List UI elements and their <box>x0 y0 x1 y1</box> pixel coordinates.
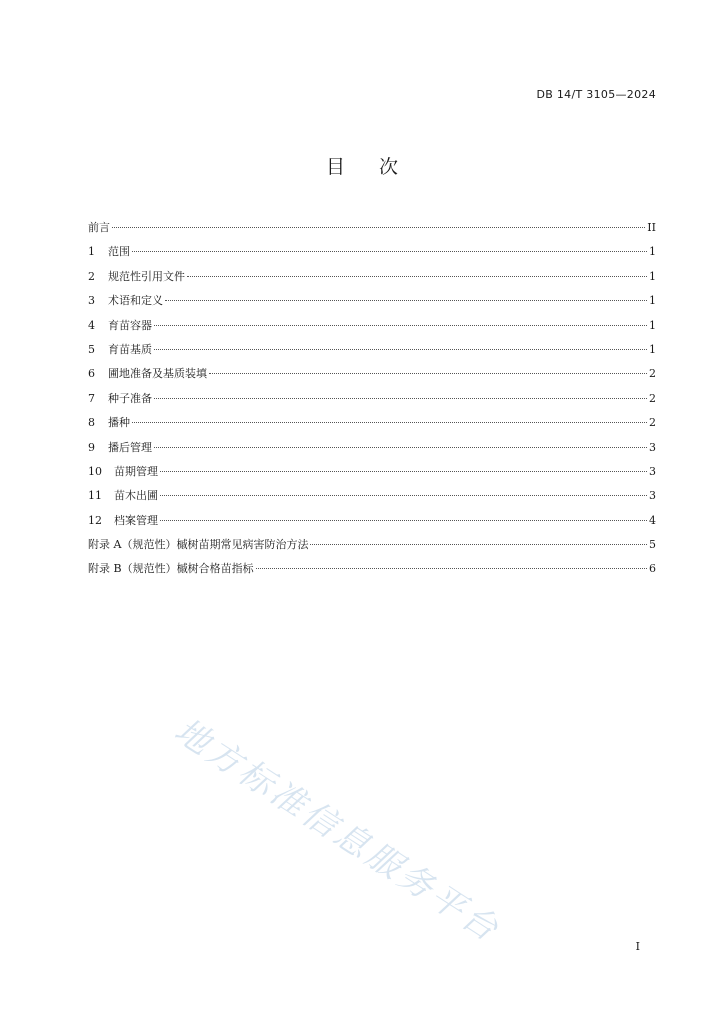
toc-leader-dots <box>160 495 647 496</box>
toc-leader-dots <box>160 520 647 521</box>
toc-entry-7[interactable] <box>88 389 656 413</box>
toc-entry-number: 6 <box>88 367 95 381</box>
toc-entry-page: 6 <box>649 562 656 576</box>
toc-entry-3[interactable] <box>88 291 656 315</box>
toc-entry-page: 1 <box>649 294 656 308</box>
toc-entry-label: 档案管理 <box>114 513 158 527</box>
standard-number: DB 14/T 3105—2024 <box>536 88 656 101</box>
toc-entry-page: 1 <box>649 245 656 259</box>
toc-entry-8[interactable] <box>88 413 656 437</box>
page-title-char-1: 目 <box>325 156 345 178</box>
watermark-text: 地方标准信息服务平台 <box>167 710 508 952</box>
toc-leader-dots <box>132 422 647 423</box>
toc-entry-label: 种子准备 <box>108 391 152 405</box>
toc-entry-11[interactable] <box>88 486 656 510</box>
toc-entry-page: 3 <box>649 464 656 478</box>
toc-leader-dots <box>154 325 647 326</box>
toc-entry-label: 范围 <box>108 245 130 259</box>
page-title-char-2: 次 <box>379 156 399 178</box>
toc-entry-label: 苗期管理 <box>114 464 158 478</box>
toc-entry-page: 1 <box>649 318 656 332</box>
toc-leader-dots <box>154 447 647 448</box>
toc-entry-label: 规范性引用文件 <box>108 269 185 283</box>
toc-entry-number: 11 <box>88 489 102 503</box>
toc-entry-number: 5 <box>88 342 95 356</box>
toc-entry-page: 3 <box>649 489 656 503</box>
toc-leader-dots <box>132 251 647 252</box>
toc-leader-dots <box>256 568 647 569</box>
page-number: I <box>635 940 640 953</box>
toc-entry-number: 9 <box>88 440 95 454</box>
toc-entry-page: 1 <box>649 269 656 283</box>
toc-entry-10[interactable] <box>88 462 656 486</box>
toc-entry-foreword[interactable] <box>88 218 656 242</box>
toc-entry-number: 1 <box>88 245 95 259</box>
toc-entry-9[interactable] <box>88 438 656 462</box>
toc-leader-dots <box>112 227 645 228</box>
toc-entry-number: 4 <box>88 318 95 332</box>
toc-entry-1[interactable] <box>88 242 656 266</box>
toc-entry-page: 3 <box>649 440 656 454</box>
toc-leader-dots <box>160 471 647 472</box>
toc-entry-page: 4 <box>649 513 656 527</box>
toc-entry-number: 12 <box>88 513 102 527</box>
toc-entry-label: 圃地准备及基质装填 <box>108 367 207 381</box>
toc-leader-dots <box>165 300 647 301</box>
toc-entry-page: 2 <box>649 416 656 430</box>
toc-leader-dots <box>154 398 647 399</box>
page-title <box>0 152 724 179</box>
toc-entry-label: 苗木出圃 <box>114 489 158 503</box>
toc-entry-number: 2 <box>88 269 95 283</box>
toc-leader-dots <box>209 373 647 374</box>
toc-entry-number: 10 <box>88 464 102 478</box>
toc-entry-page: 5 <box>649 538 656 552</box>
toc-entry-number: 7 <box>88 391 95 405</box>
toc-entry-label: 播后管理 <box>108 440 152 454</box>
toc-entry-page: 2 <box>649 391 656 405</box>
toc-leader-dots <box>187 276 647 277</box>
toc-entry-5[interactable] <box>88 340 656 364</box>
toc-entry-number: 8 <box>88 416 95 430</box>
toc-entry-label: 附录 B（规范性）槭树合格苗指标 <box>88 562 254 576</box>
toc-entry-appendix-b[interactable] <box>88 559 656 583</box>
toc-leader-dots <box>154 349 647 350</box>
table-of-contents <box>88 218 656 584</box>
toc-entry-2[interactable] <box>88 267 656 291</box>
toc-entry-number: 3 <box>88 294 95 308</box>
toc-entry-page: 1 <box>649 342 656 356</box>
toc-entry-page: 2 <box>649 367 656 381</box>
toc-entry-label: 附录 A（规范性）槭树苗期常见病害防治方法 <box>88 538 309 552</box>
toc-entry-12[interactable] <box>88 511 656 535</box>
toc-entry-6[interactable] <box>88 364 656 388</box>
toc-entry-label: 术语和定义 <box>108 294 163 308</box>
toc-entry-page: II <box>647 221 656 234</box>
toc-entry-label: 育苗基质 <box>108 342 152 356</box>
toc-entry-label: 育苗容器 <box>108 318 152 332</box>
toc-leader-dots <box>310 544 647 545</box>
toc-entry-label: 前言 <box>88 221 110 234</box>
toc-entry-appendix-a[interactable] <box>88 535 656 559</box>
toc-entry-label: 播种 <box>108 416 130 430</box>
toc-entry-4[interactable] <box>88 316 656 340</box>
